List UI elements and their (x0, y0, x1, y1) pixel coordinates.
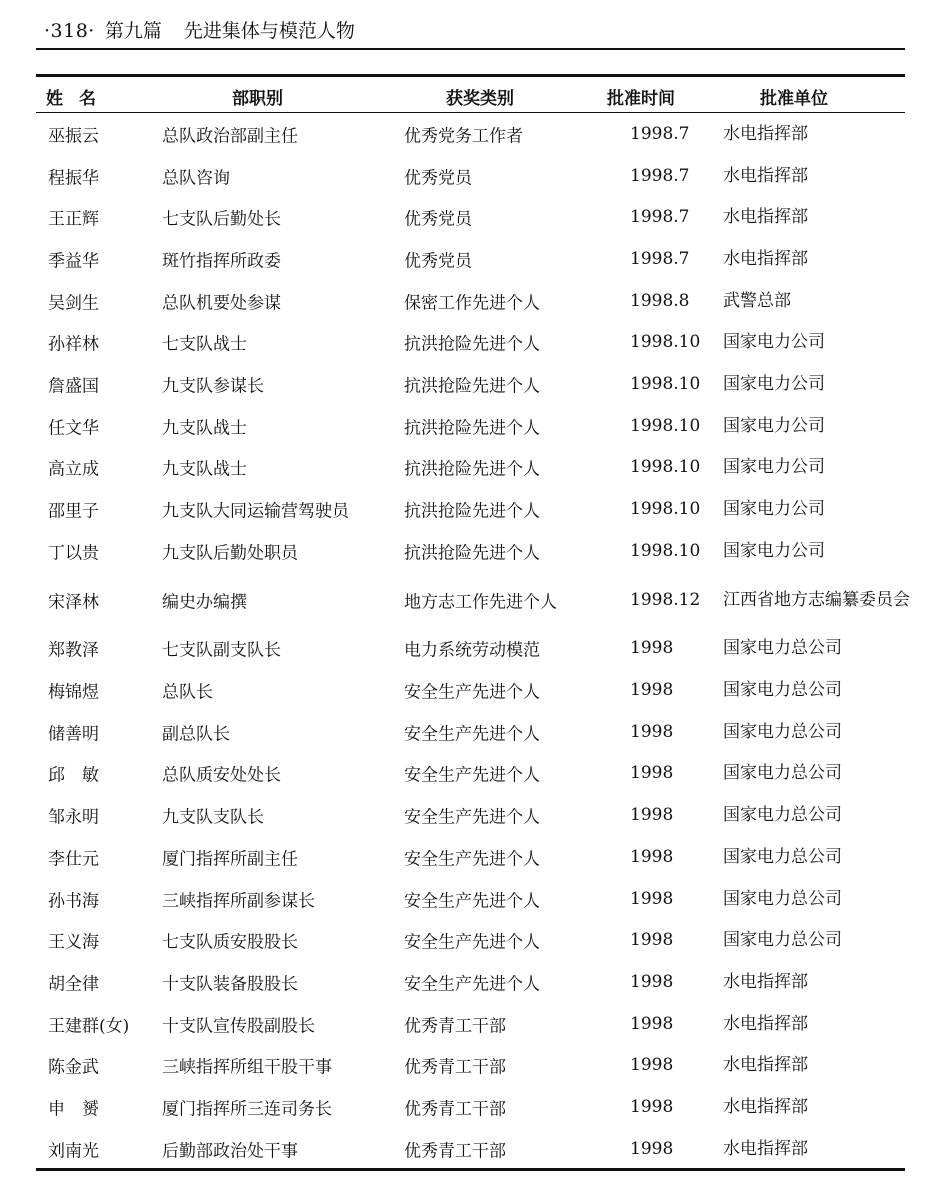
cell-award: 优秀党员 (404, 209, 472, 230)
cell-award: 优秀青工干部 (404, 1099, 506, 1120)
cell-name: 任文华 (48, 418, 99, 439)
cell-award: 安全生产先进个人 (404, 724, 540, 745)
cell-unit: 国家电力总公司 (723, 805, 842, 826)
cell-date: 1998.10 (630, 540, 701, 561)
cell-name: 巫振云 (48, 126, 99, 147)
cell-unit: 国家电力公司 (723, 457, 825, 478)
cell-award: 安全生产先进个人 (404, 682, 540, 703)
cell-date: 1998.7 (630, 207, 690, 228)
cell-dept: 总队机要处参谋 (162, 293, 281, 314)
cell-name: 宋泽林 (48, 592, 99, 613)
part-label: 第九篇 (104, 20, 162, 42)
cell-name: 孙祥林 (48, 334, 99, 355)
table-row (0, 488, 933, 530)
cell-date: 1998 (630, 1013, 674, 1034)
cell-dept: 三峡指挥所组干股干事 (162, 1057, 332, 1078)
cell-name: 李仕元 (48, 849, 99, 870)
table-row (0, 1086, 933, 1128)
cell-name: 王义海 (48, 932, 99, 953)
cell-dept: 副总队长 (162, 724, 230, 745)
cell-name: 邱 敏 (48, 765, 99, 786)
cell-award: 抗洪抢险先进个人 (404, 459, 540, 480)
cell-name: 王正辉 (48, 209, 99, 230)
cell-dept: 九支队战士 (162, 418, 247, 439)
cell-award: 优秀青工干部 (404, 1141, 506, 1162)
cell-date: 1998.7 (630, 123, 690, 144)
cell-name: 孙书海 (48, 891, 99, 912)
table-row (0, 1128, 933, 1170)
cell-unit: 国家电力公司 (723, 415, 825, 436)
cell-award: 安全生产先进个人 (404, 849, 540, 870)
table-row (0, 794, 933, 836)
cell-unit: 国家电力总公司 (723, 638, 842, 659)
cell-name: 刘南光 (48, 1141, 99, 1162)
cell-dept: 编史办编撰 (162, 592, 247, 613)
cell-dept: 总队长 (162, 682, 213, 703)
cell-dept: 九支队参谋长 (162, 376, 264, 397)
cell-date: 1998.7 (630, 165, 690, 186)
cell-dept: 三峡指挥所副参谋长 (162, 891, 315, 912)
cell-unit: 水电指挥部 (723, 1013, 808, 1034)
cell-date: 1998 (630, 1055, 674, 1076)
cell-name: 程振华 (48, 168, 99, 189)
table-row (0, 447, 933, 489)
table-row (0, 628, 933, 670)
table-body (0, 113, 933, 1170)
cell-award: 优秀党务工作者 (404, 126, 523, 147)
cell-name: 陈金武 (48, 1057, 99, 1078)
cell-name: 詹盛国 (48, 376, 99, 397)
cell-dept: 十支队装备股股长 (162, 974, 298, 995)
cell-unit: 国家电力公司 (723, 373, 825, 394)
cell-award: 抗洪抢险先进个人 (404, 543, 540, 564)
cell-unit: 水电指挥部 (723, 971, 808, 992)
cell-award: 优秀党员 (404, 168, 472, 189)
table-row (0, 711, 933, 753)
cell-dept: 十支队宣传股副股长 (162, 1016, 315, 1037)
column-header-award: 获奖类别 (446, 89, 514, 109)
cell-unit: 国家电力总公司 (723, 721, 842, 742)
table-row (0, 961, 933, 1003)
cell-date: 1998 (630, 763, 674, 784)
cell-date: 1998.12 (630, 589, 701, 610)
cell-unit: 水电指挥部 (723, 207, 808, 228)
cell-unit: 国家电力总公司 (723, 930, 842, 951)
table-row (0, 238, 933, 280)
cell-award: 安全生产先进个人 (404, 932, 540, 953)
cell-unit: 水电指挥部 (723, 1096, 808, 1117)
cell-dept: 厦门指挥所副主任 (162, 849, 298, 870)
header-rule (36, 48, 905, 50)
cell-name: 梅锦煜 (48, 682, 99, 703)
table-row (0, 1044, 933, 1086)
cell-name: 吴剑生 (48, 293, 99, 314)
cell-date: 1998.10 (630, 373, 701, 394)
cell-award: 优秀党员 (404, 251, 472, 272)
cell-award: 抗洪抢险先进个人 (404, 501, 540, 522)
cell-unit: 国家电力总公司 (723, 846, 842, 867)
cell-dept: 九支队支队长 (162, 807, 264, 828)
table-row (0, 836, 933, 878)
cell-award: 抗洪抢险先进个人 (404, 334, 540, 355)
cell-date: 1998.7 (630, 248, 690, 269)
cell-dept: 七支队战士 (162, 334, 247, 355)
cell-unit: 水电指挥部 (723, 1138, 808, 1159)
cell-dept: 总队质安处处长 (162, 765, 281, 786)
cell-unit: 国家电力总公司 (723, 680, 842, 701)
table-row (0, 321, 933, 363)
cell-unit: 水电指挥部 (723, 165, 808, 186)
cell-name: 胡全律 (48, 974, 99, 995)
cell-dept: 九支队后勤处职员 (162, 543, 298, 564)
cell-award: 地方志工作先进个人 (404, 592, 557, 613)
cell-unit: 武警总部 (723, 290, 791, 311)
table-row (0, 530, 933, 572)
cell-unit: 水电指挥部 (723, 123, 808, 144)
column-header-name: 姓名 (46, 89, 112, 109)
cell-date: 1998 (630, 721, 674, 742)
cell-unit: 江西省地方志编纂委员会 (723, 589, 910, 610)
cell-date: 1998 (630, 930, 674, 951)
cell-award: 抗洪抢险先进个人 (404, 418, 540, 439)
cell-name: 丁以贵 (48, 543, 99, 564)
cell-date: 1998 (630, 680, 674, 701)
cell-dept: 总队政治部副主任 (162, 126, 298, 147)
cell-date: 1998.10 (630, 499, 701, 520)
cell-dept: 九支队大同运输营驾驶员 (162, 501, 349, 522)
cell-name: 申 赟 (48, 1099, 99, 1120)
table-row (0, 155, 933, 197)
cell-date: 1998.10 (630, 457, 701, 478)
cell-award: 电力系统劳动模范 (404, 640, 540, 661)
cell-unit: 水电指挥部 (723, 1055, 808, 1076)
cell-dept: 斑竹指挥所政委 (162, 251, 281, 272)
cell-name: 储善明 (48, 724, 99, 745)
chapter-title: 先进集体与模范人物 (183, 20, 355, 42)
cell-award: 优秀青工干部 (404, 1016, 506, 1037)
cell-unit: 国家电力总公司 (723, 888, 842, 909)
table-row (0, 572, 933, 628)
cell-dept: 七支队副支队长 (162, 640, 281, 661)
cell-date: 1998 (630, 971, 674, 992)
column-header-dept: 部职别 (232, 89, 283, 109)
table-row (0, 405, 933, 447)
cell-date: 1998 (630, 888, 674, 909)
cell-award: 抗洪抢险先进个人 (404, 376, 540, 397)
table-row (0, 669, 933, 711)
cell-date: 1998 (630, 638, 674, 659)
cell-date: 1998.10 (630, 415, 701, 436)
cell-name: 季益华 (48, 251, 99, 272)
column-header-unit: 批准单位 (760, 89, 828, 109)
cell-unit: 国家电力总公司 (723, 763, 842, 784)
cell-date: 1998 (630, 1096, 674, 1117)
cell-date: 1998.10 (630, 332, 701, 353)
cell-date: 1998.8 (630, 290, 690, 311)
cell-name: 高立成 (48, 459, 99, 480)
cell-date: 1998 (630, 1138, 674, 1159)
page-header (44, 16, 355, 46)
cell-award: 安全生产先进个人 (404, 807, 540, 828)
cell-dept: 总队咨询 (162, 168, 230, 189)
cell-unit: 国家电力公司 (723, 540, 825, 561)
cell-unit: 水电指挥部 (723, 248, 808, 269)
table-row (0, 878, 933, 920)
cell-unit: 国家电力公司 (723, 499, 825, 520)
cell-award: 安全生产先进个人 (404, 765, 540, 786)
cell-name: 邵里子 (48, 501, 99, 522)
cell-unit: 国家电力公司 (723, 332, 825, 353)
cell-date: 1998 (630, 846, 674, 867)
table-header (0, 78, 933, 110)
cell-dept: 厦门指挥所三连司务长 (162, 1099, 332, 1120)
table-bottom-rule (36, 1168, 905, 1171)
cell-award: 安全生产先进个人 (404, 891, 540, 912)
cell-date: 1998 (630, 805, 674, 826)
cell-dept: 七支队后勤处长 (162, 209, 281, 230)
cell-dept: 七支队质安股股长 (162, 932, 298, 953)
table-row (0, 113, 933, 155)
table-row (0, 753, 933, 795)
cell-name: 王建群(女) (48, 1016, 130, 1037)
cell-award: 保密工作先进个人 (404, 293, 540, 314)
cell-dept: 九支队战士 (162, 459, 247, 480)
cell-name: 郑教泽 (48, 640, 99, 661)
page-number: ·318· (44, 20, 95, 42)
table-row (0, 363, 933, 405)
cell-award: 优秀青工干部 (404, 1057, 506, 1078)
table-row (0, 196, 933, 238)
table-top-rule (36, 74, 905, 77)
cell-name: 邹永明 (48, 807, 99, 828)
column-header-date: 批准时间 (607, 89, 675, 109)
table-row (0, 1003, 933, 1045)
cell-dept: 后勤部政治处干事 (162, 1141, 298, 1162)
cell-award: 安全生产先进个人 (404, 974, 540, 995)
table-row (0, 919, 933, 961)
table-row (0, 280, 933, 322)
